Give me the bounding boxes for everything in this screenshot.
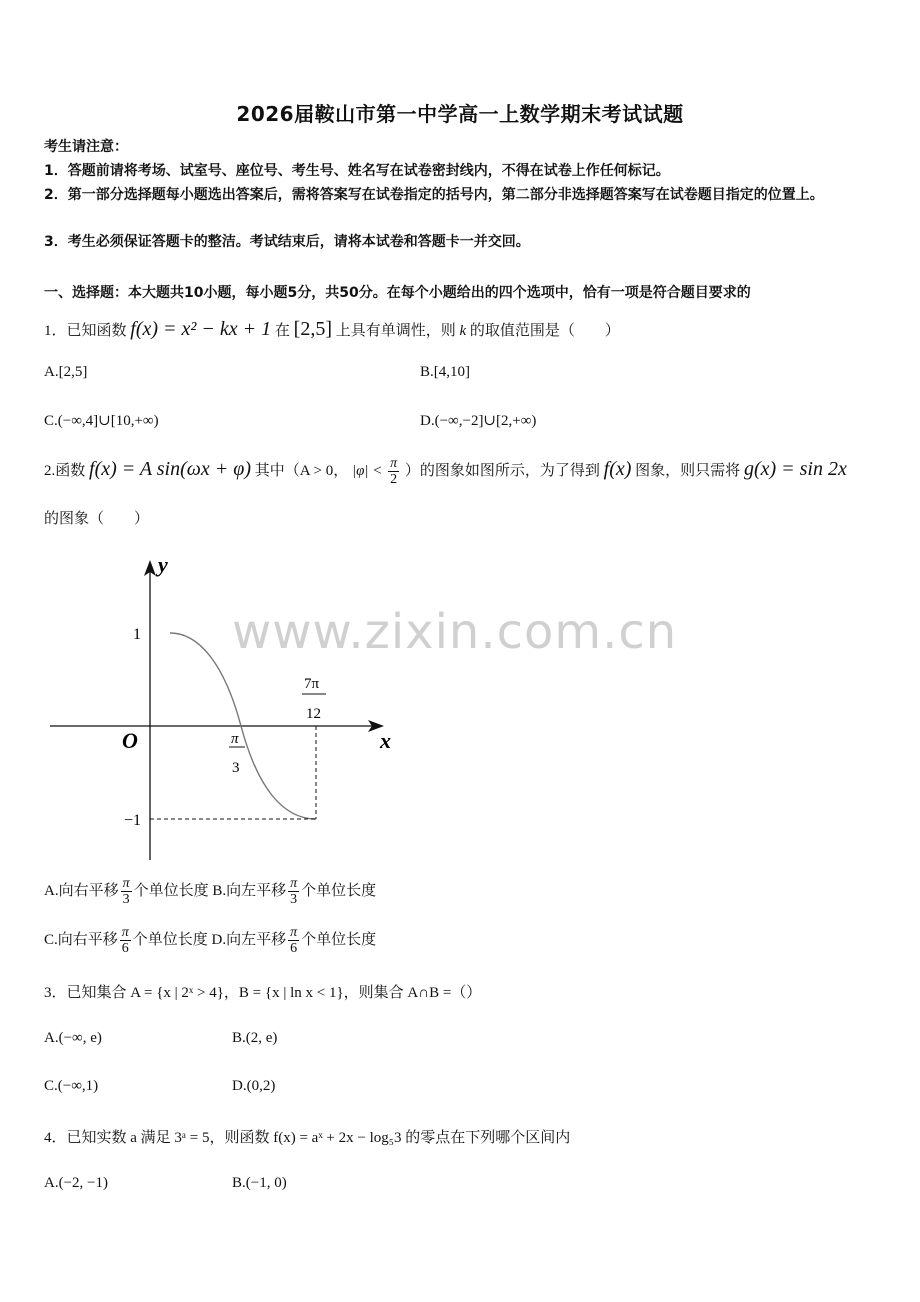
- fraction-denominator: 3: [122, 892, 130, 907]
- q3-option-d: D.(0,2): [232, 1078, 276, 1094]
- q3-option-b: B.(2, e): [232, 1030, 278, 1046]
- q2-fx: f(x): [603, 457, 632, 480]
- notice-item-2: 2．第一部分选择题每小题选出答案后，需将答案写在试卷指定的括号内，第二部分非选择题答案写在试卷题目指定的位置上。: [44, 187, 824, 203]
- x-tick-7pi12-numerator: 7π: [304, 676, 320, 692]
- function-graph: [50, 550, 410, 865]
- q2-option-b: B.向左平移: [212, 882, 287, 899]
- q1-lead: 1．已知函数: [44, 323, 127, 339]
- question-3: 3．已知集合 A = {x | 2ˣ > 4}，B = {x | ln x < 1}，则集合 A∩B =（）: [44, 985, 482, 1001]
- q2-c-fraction: [120, 925, 131, 956]
- q2-function: f(x) = A sin(ωx + φ): [89, 457, 251, 480]
- page-title: 2026届鞍山市第一中学高一上数学期末考试试题: [236, 102, 684, 126]
- origin-label: O: [122, 728, 138, 753]
- q2-c-unit: 个单位长度: [132, 931, 208, 948]
- fraction-numerator: π: [290, 876, 298, 891]
- notice-item-1: 1．答题前请将考场、试室号、座位号、考生号、姓名写在试卷密封线内，不得在试卷上作任何标记。: [44, 163, 670, 179]
- q1-end: 的取值范围是（ ）: [469, 323, 620, 339]
- q2-a-unit: 个单位长度: [133, 882, 209, 899]
- q1-function: f(x) = x² − kx + 1: [130, 318, 272, 340]
- question-4: 4．已知实数 a 满足 3ᵃ = 5，则函数 f(x) = aˣ + 2x − log₅3 的零点在下列哪个区间内: [44, 1130, 571, 1146]
- q1-option-a: A.[2,5]: [44, 364, 88, 380]
- q2-b-fraction: [288, 876, 299, 907]
- fraction-numerator: π: [122, 876, 130, 891]
- fraction-numerator: π: [121, 925, 129, 940]
- q1-option-b: B.[4,10]: [420, 364, 470, 380]
- x-axis-label: x: [380, 728, 391, 753]
- y-axis-label: y: [158, 552, 168, 577]
- x-tick-pi3-numerator: π: [231, 731, 239, 747]
- x-tick-7pi12-denominator: 12: [306, 706, 321, 722]
- q3-option-c: C.(−∞,1): [44, 1078, 99, 1094]
- q2-d-unit: 个单位长度: [301, 931, 377, 948]
- q4-option-b: B.(−1, 0): [232, 1175, 287, 1191]
- q2-gx: g(x) = sin 2x: [743, 457, 847, 480]
- notice-heading: 考生请注意：: [44, 139, 128, 155]
- q2-pi-over-2: [388, 456, 399, 487]
- q2-options-cd: [44, 925, 376, 956]
- q2-a-fraction: [121, 876, 132, 907]
- q2-phi: |φ| <: [351, 462, 383, 479]
- q1-option-d: D.(−∞,−2]∪[2,+∞): [420, 413, 537, 429]
- fraction-denominator: 2: [390, 472, 398, 487]
- q1-interval: [2,5]: [293, 318, 332, 340]
- q2-options-ab: [44, 876, 376, 907]
- q1-mid: 在: [274, 323, 290, 339]
- q2-b-unit: 个单位长度: [301, 882, 377, 899]
- q2-option-a: A.向右平移: [44, 882, 119, 899]
- fraction-denominator: 3: [290, 892, 298, 907]
- q4-option-a: A.(−2, −1): [44, 1175, 108, 1191]
- fraction-numerator: π: [290, 925, 298, 940]
- question-1: [44, 318, 620, 341]
- q3-option-a: A.(−∞, e): [44, 1030, 102, 1046]
- fraction-denominator: 6: [290, 941, 298, 956]
- q1-tail: 上具有单调性，则: [335, 323, 456, 339]
- q2-option-d: D.向左平移: [211, 931, 287, 948]
- watermark: www.zixin.com.cn: [232, 604, 678, 660]
- q2-tail: ）的图象如图所示，为了得到: [404, 462, 600, 479]
- q2-tail2: 图象，则只需将: [635, 462, 741, 479]
- q2-option-c: C.向右平移: [44, 931, 118, 948]
- notice-item-3: 3．考生必须保证答题卡的整洁。考试结束后，请将本试卷和答题卡一并交回。: [44, 234, 530, 250]
- y-tick-1: 1: [133, 626, 141, 643]
- q2-lead: 2.函数: [44, 462, 86, 479]
- q1-option-c: C.(−∞,4]∪[10,+∞): [44, 413, 159, 429]
- q2-cond: 其中（A > 0，: [254, 462, 349, 479]
- fraction-numerator: π: [390, 456, 398, 471]
- y-tick-minus-1: −1: [124, 812, 142, 829]
- x-tick-pi3-denominator: 3: [232, 760, 240, 776]
- q2-line-2: 的图象（ ）: [44, 511, 150, 527]
- fraction-denominator: 6: [121, 941, 129, 956]
- section-1-heading: 一、选择题：本大题共10小题，每小题5分，共50分。在每个小题给出的四个选项中，恰有一项是符合题目要求的: [44, 285, 751, 301]
- q1-k: k: [459, 323, 467, 339]
- question-2: [44, 456, 847, 487]
- q2-d-fraction: [288, 925, 299, 956]
